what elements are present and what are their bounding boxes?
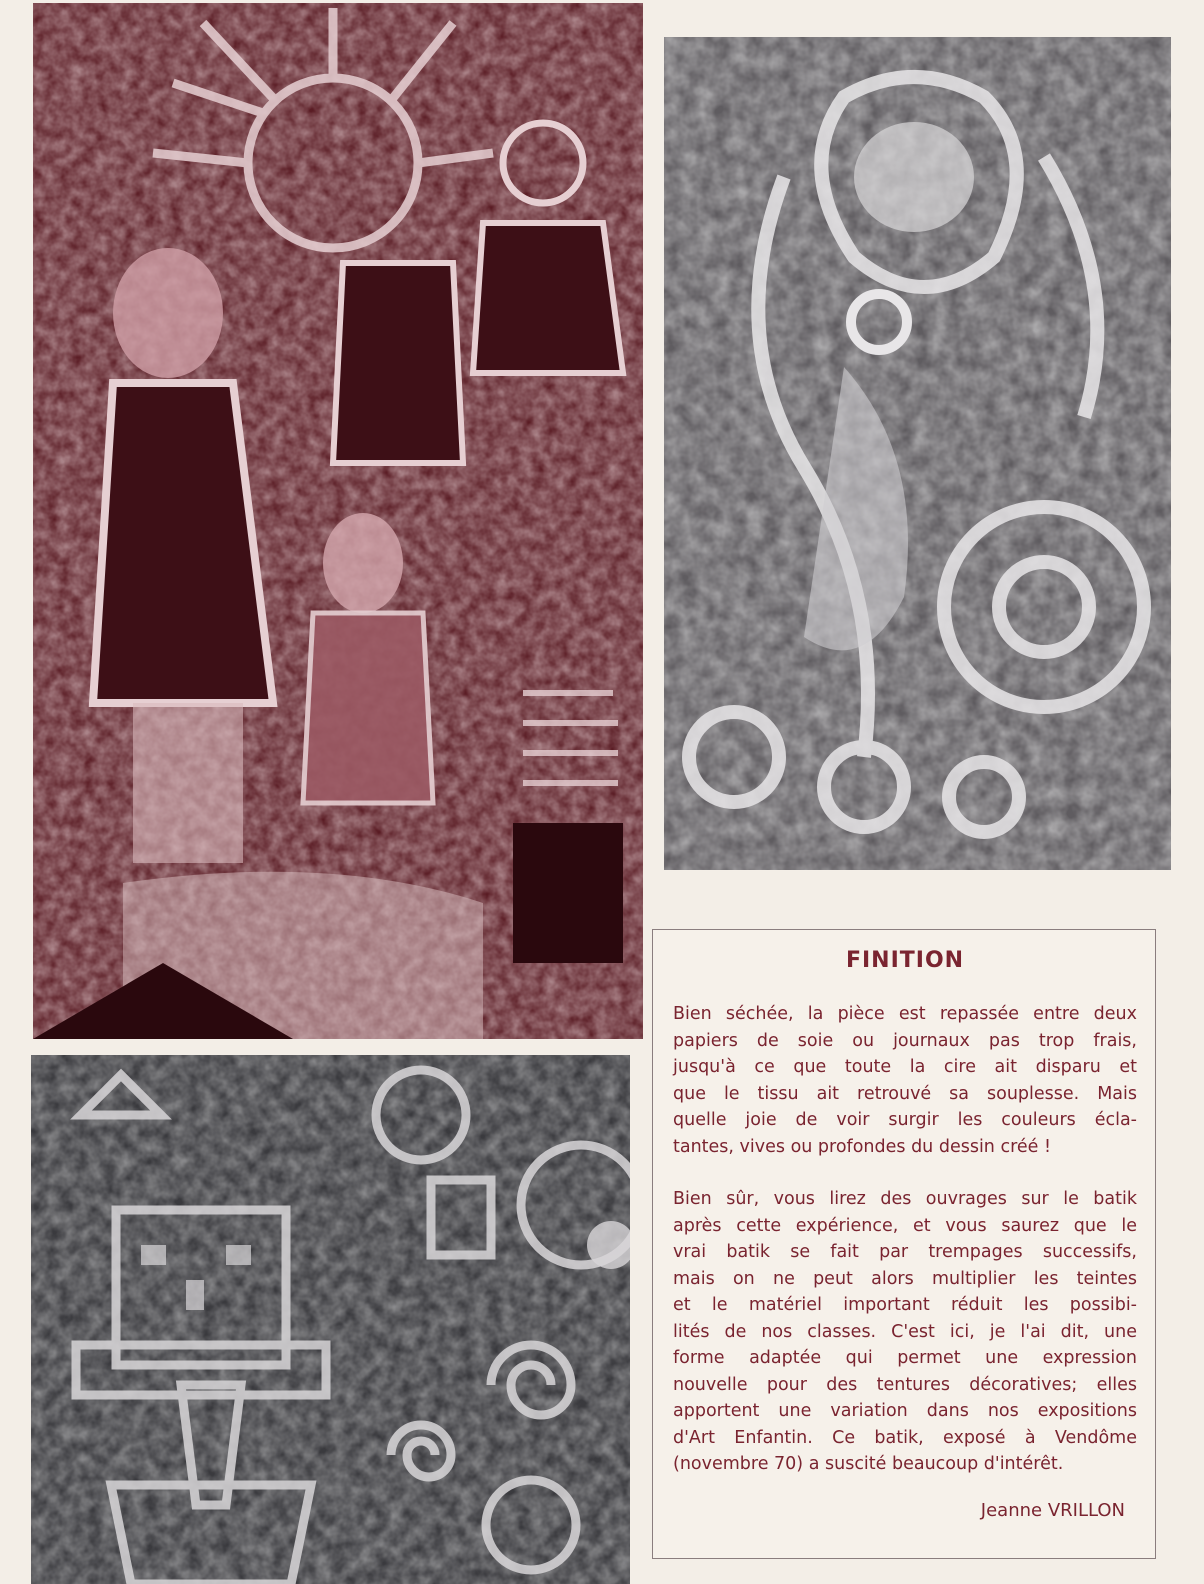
- paragraph-line: lités de nos classes. C'est ici, je l'ai dit, une: [673, 1321, 1137, 1342]
- paragraph-line: Bien sûr, vous lirez des ouvrages sur le batik: [673, 1189, 1137, 1209]
- author-signature: Jeanne VRILLON: [980, 1499, 1125, 1521]
- batik-geometric-photo: [31, 1055, 630, 1584]
- paragraph-line: jusqu'à ce que toute la cire ait disparu et: [673, 1057, 1137, 1077]
- finition-text-box: [652, 929, 1156, 1559]
- finition-title: FINITION: [845, 948, 965, 973]
- finition-paragraph-1: [673, 1001, 1137, 1160]
- paragraph-line: quelle joie de voir surgir les couleurs écla-: [673, 1110, 1137, 1130]
- paragraph-line: que le tissu ait retrouvé sa souplesse. Mais: [673, 1083, 1137, 1104]
- paragraph-line: vrai batik se fait par trempages successifs,: [673, 1242, 1137, 1262]
- paragraph-line: nouvelle pour des tentures décoratives; elles: [673, 1374, 1137, 1395]
- paragraph-line: forme adaptée qui permet une expression: [673, 1348, 1137, 1368]
- paragraph-line: d'Art Enfantin. Ce batik, exposé à Vendôme: [673, 1427, 1137, 1448]
- finition-paragraph-2: [673, 1186, 1137, 1478]
- paragraph-line: papiers de soie ou journaux pas trop frais,: [673, 1030, 1137, 1051]
- paragraph-line: après cette expérience, et vous saurez que le: [673, 1215, 1137, 1236]
- paragraph-line: mais on ne peut alors multiplier les teintes: [673, 1268, 1137, 1289]
- paragraph-line: Bien séchée, la pièce est repassée entre deux: [673, 1004, 1137, 1024]
- paragraph-line: et le matériel important réduit les possibi-: [673, 1295, 1137, 1315]
- batik-family-photo: [33, 3, 643, 1039]
- batik-flower-photo: [664, 37, 1171, 870]
- paragraph-line: tantes, vives ou profondes du dessin créé !: [673, 1136, 1052, 1157]
- paragraph-line: apportent une variation dans nos expositions: [673, 1401, 1137, 1421]
- paragraph-line: (novembre 70) a suscité beaucoup d'intérêt.: [673, 1454, 1064, 1474]
